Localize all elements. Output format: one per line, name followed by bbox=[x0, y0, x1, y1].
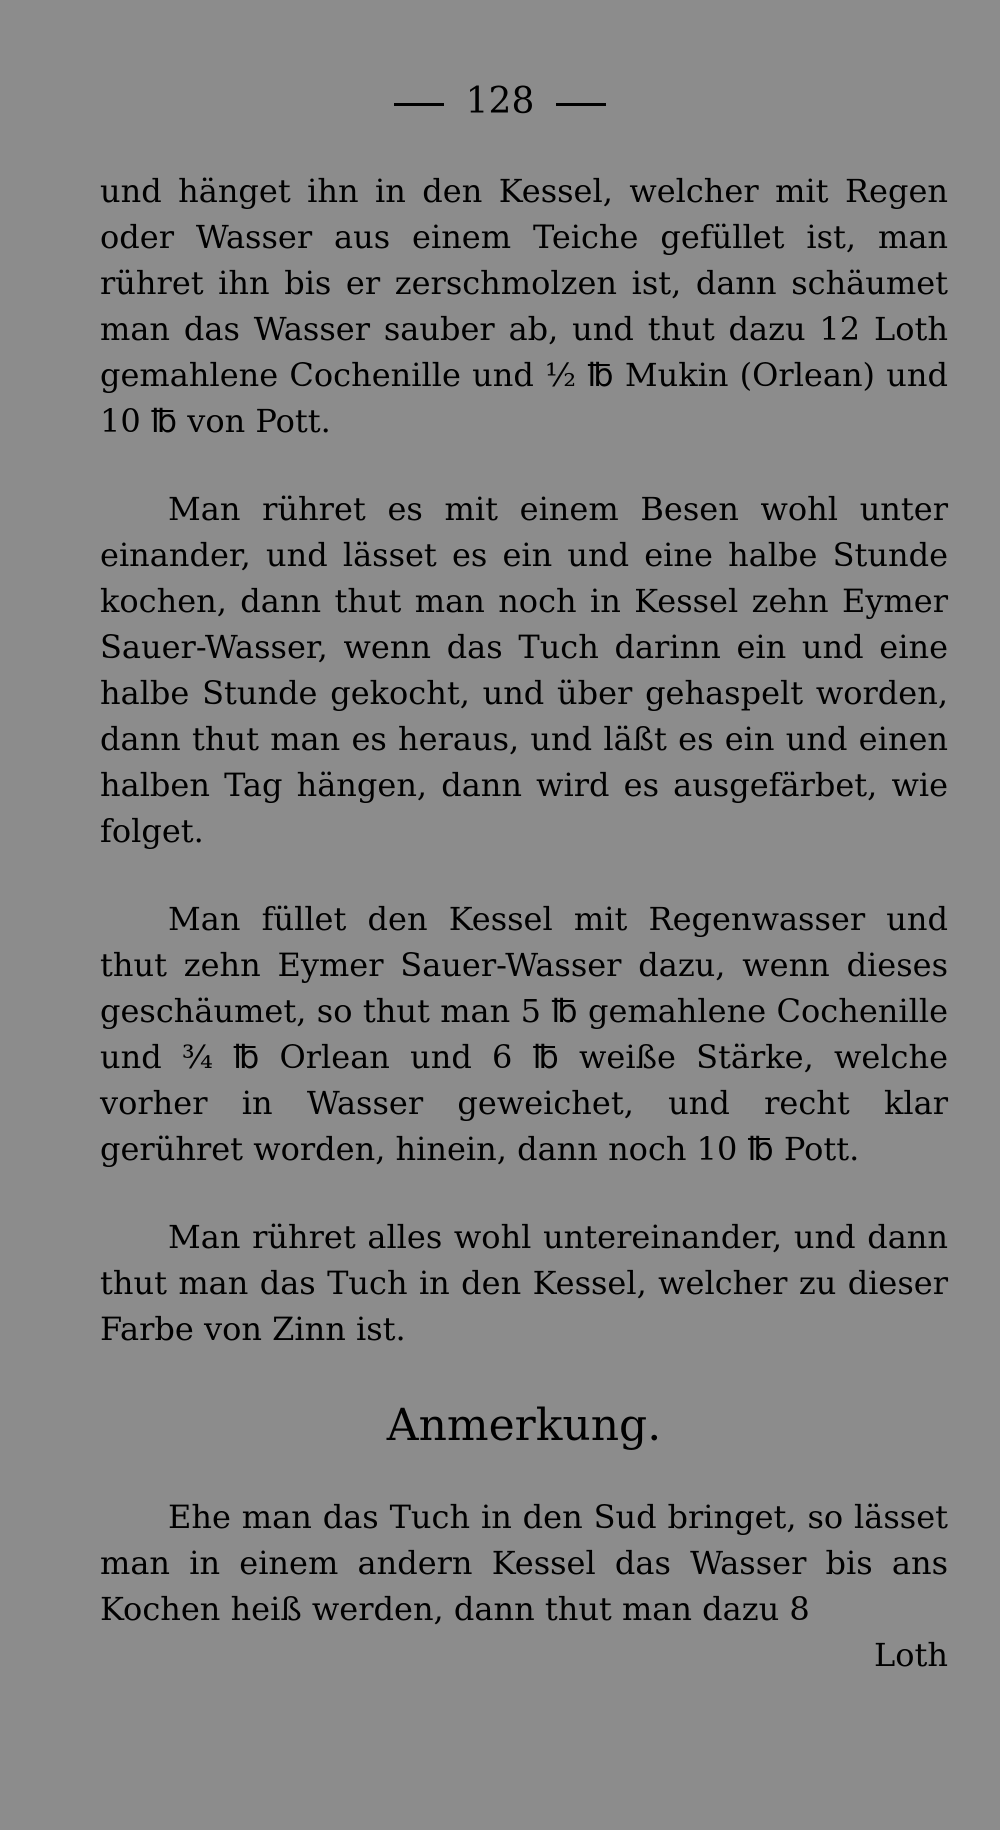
page-header bbox=[0, 80, 1000, 124]
paragraph-2: Man rühret es mit einem Besen wohl unter einander, und lässet es ein und eine halbe Stunde kochen, dann thut man noch in Kessel zehn Eymer Sauer-Wasser, wenn das Tuch darinn ein und eine halbe Stunde gekocht, und über gehaspelt worden, dann thut man es heraus, und läßt es ein und einen halben Tag hängen, dann wird es ausgefärbet, wie folget. bbox=[100, 490, 948, 850]
section-heading: Anmerkung. bbox=[386, 1400, 662, 1451]
catchword: Loth bbox=[874, 1636, 948, 1674]
paragraph-3: Man füllet den Kessel mit Regenwasser und thut zehn Eymer Sauer-Wasser dazu, wenn dieses geschäumet, so thut man 5 ℔ gemahlene Cochenille und ¾ ℔ Orlean und 6 ℔ weiße Stärke, welche vorher in Wasser geweichet, und recht klar gerühret worden, hinein, dann noch 10 ℔ Pott. bbox=[100, 900, 948, 1168]
page-body bbox=[100, 168, 948, 1678]
page-number: 128 bbox=[465, 81, 535, 122]
note-paragraph: Ehe man das Tuch in den Sud bringet, so lässet man in einem andern Kessel das Wasser bis ans Kochen heiß werden, dann thut man dazu 8 bbox=[100, 1498, 948, 1628]
header-dash-right bbox=[556, 103, 606, 106]
header-dash-left bbox=[394, 103, 444, 106]
paragraph-4: Man rühret alles wohl untereinander, und dann thut man das Tuch in den Kessel, welcher zu dieser Farbe von Zinn ist. bbox=[100, 1218, 948, 1348]
paragraph-1: und hänget ihn in den Kessel, welcher mit Regen oder Wasser aus einem Teiche gefüllet ist, man rühret ihn bis er zerschmolzen ist, dann schäumet man das Wasser sauber ab, und thut dazu 12 Loth gemahlene Cochenille und ½ ℔ Mukin (Orlean) und 10 ℔ von Pott. bbox=[100, 172, 948, 440]
